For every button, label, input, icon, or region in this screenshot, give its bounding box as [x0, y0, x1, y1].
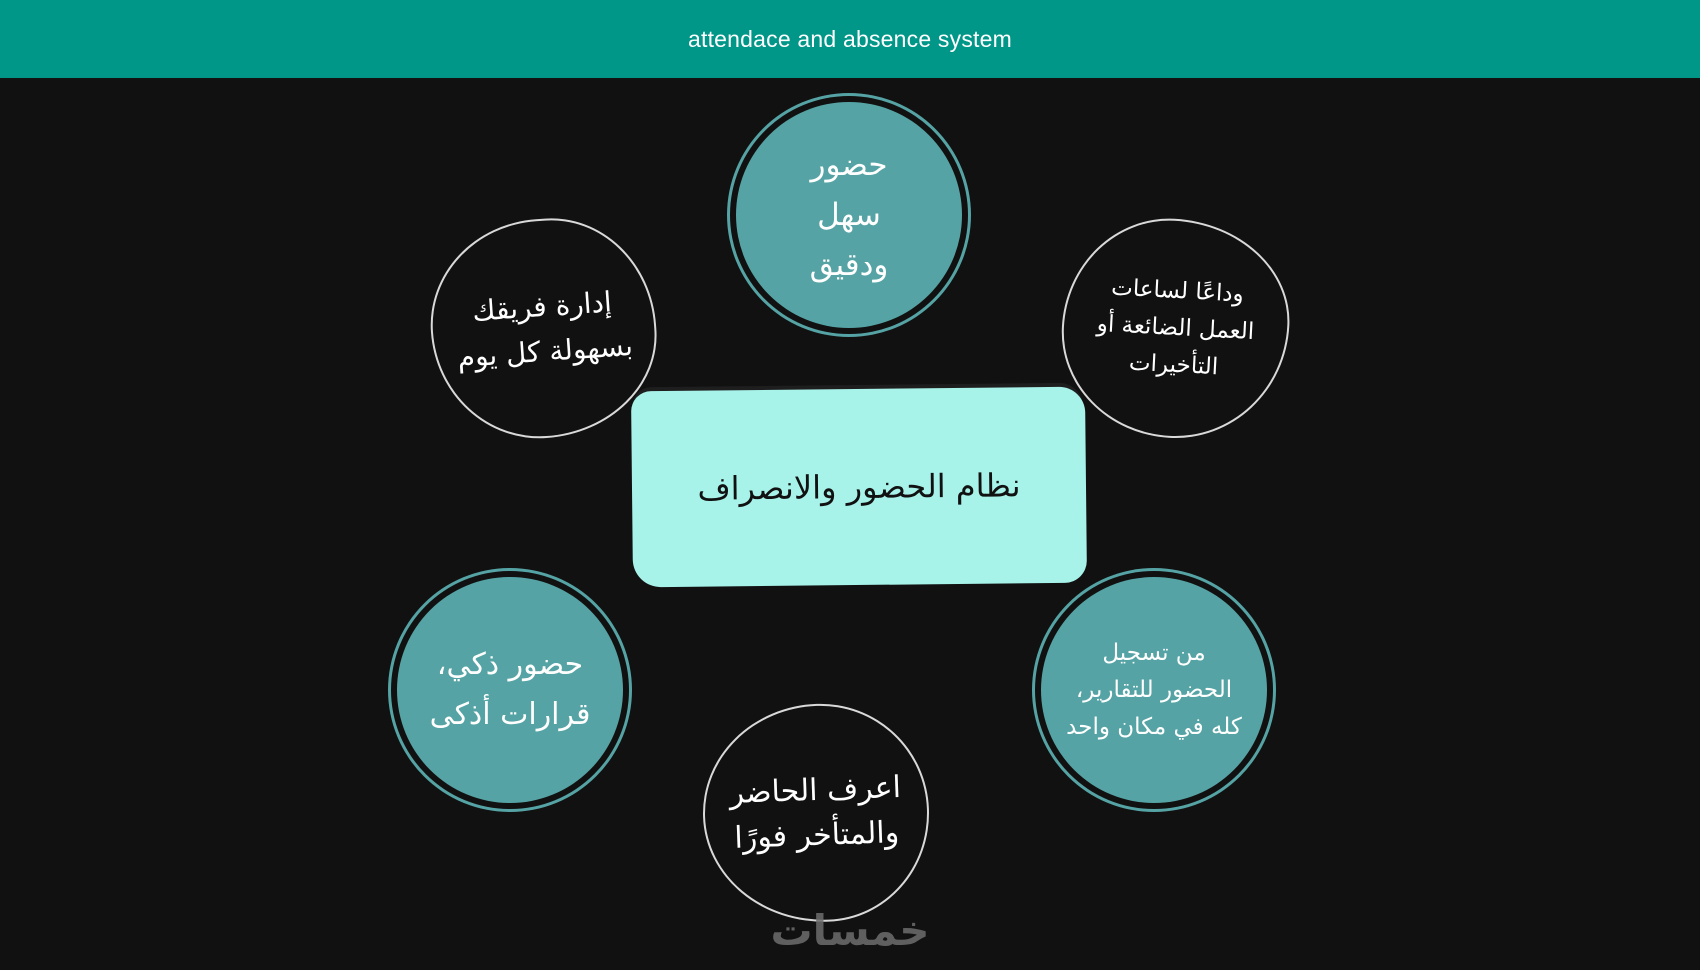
feature-circle-easy-accurate: [736, 102, 962, 328]
feature-text: حضور ذكي، قرارات أذكى: [429, 647, 591, 732]
feature-bubble-no-lost-hours: [1056, 213, 1294, 444]
feature-circle-smart-attendance: [397, 577, 623, 803]
app-header: [0, 0, 1700, 78]
feature-text: من تسجيل الحضور للتقارير، كله في مكان واحد: [1066, 639, 1242, 740]
watermark-logo: خمسات: [770, 905, 930, 955]
feature-text: إدارة فريقك بسهولة كل يوم: [456, 284, 634, 374]
feature-bubble-team-management: [424, 211, 664, 445]
feature-text: حضور سهل ودقيق: [809, 147, 889, 283]
feature-text: اعرف الحاضر والمتأخر فورًا: [728, 770, 902, 856]
center-title-card: [631, 387, 1087, 588]
feature-text: وداعًا لساعات العمل الضائعة أو التأخيرات: [1096, 274, 1255, 381]
feature-bubble-know-late: [699, 700, 932, 926]
feature-circle-all-in-one: [1041, 577, 1267, 803]
app-title: attendace and absence system: [688, 25, 1012, 52]
center-title: نظام الحضور والانصراف: [697, 466, 1021, 508]
